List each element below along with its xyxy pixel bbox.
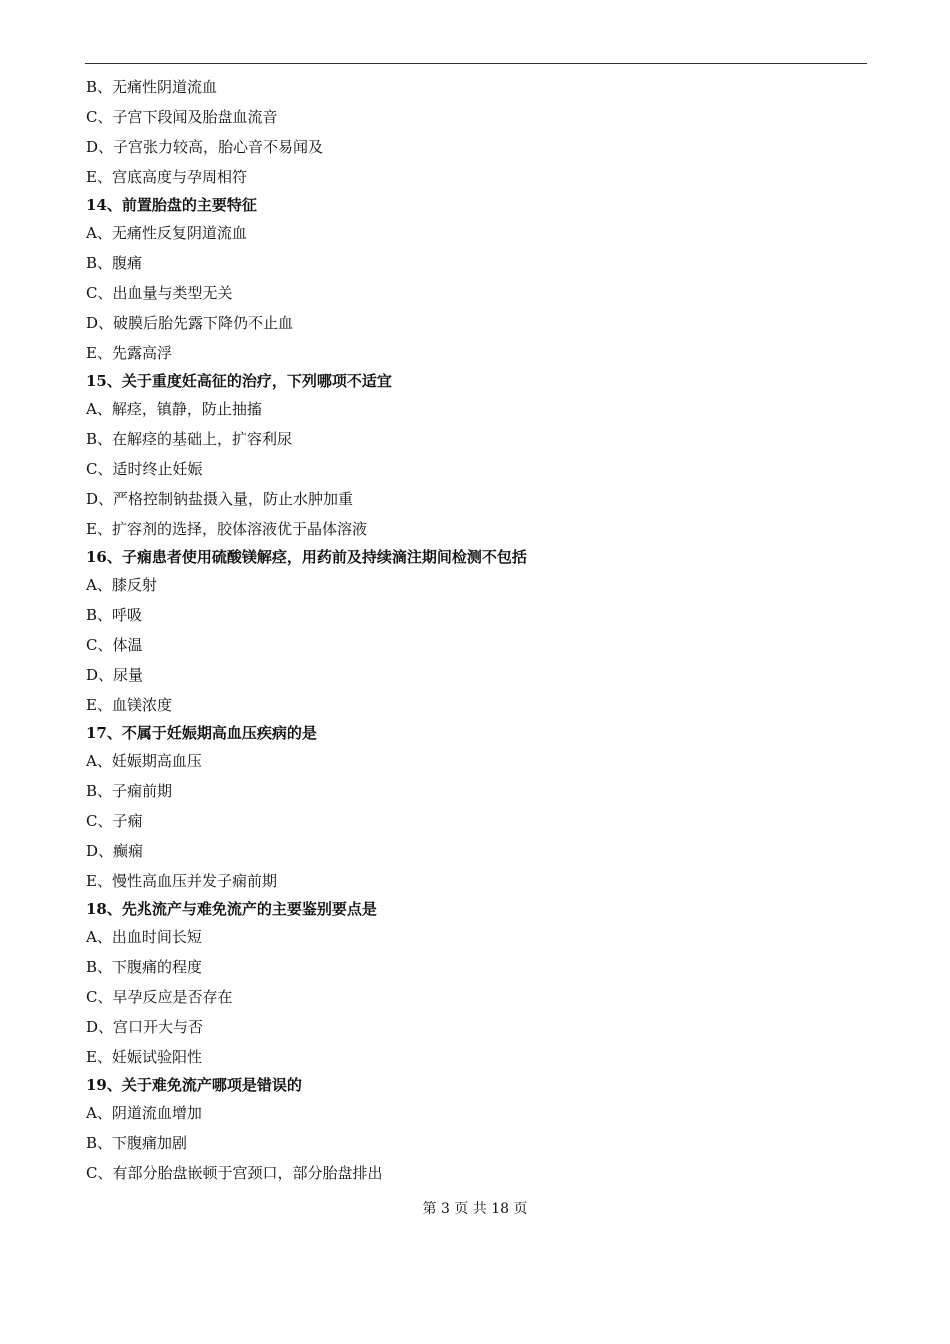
answer-option: A、阴道流血增加: [86, 1104, 202, 1122]
answer-option: B、呼吸: [86, 606, 143, 624]
answer-option: E、血镁浓度: [86, 696, 172, 714]
question-title: 17、不属于妊娠期高血压疾病的是: [86, 724, 317, 742]
answer-option: C、子宫下段闻及胎盘血流音: [86, 108, 278, 126]
answer-option: B、子痫前期: [86, 782, 173, 800]
answer-option: C、体温: [86, 636, 143, 654]
answer-option: D、癫痫: [86, 842, 144, 860]
answer-option: A、膝反射: [86, 576, 157, 594]
answer-option: E、妊娠试验阳性: [86, 1048, 202, 1066]
answer-option: E、宫底高度与孕周相符: [86, 168, 247, 186]
answer-option: C、子痫: [86, 812, 143, 830]
answer-option: D、宫口开大与否: [86, 1018, 204, 1036]
answer-option: E、扩容剂的选择，胶体溶液优于晶体溶液: [86, 520, 367, 538]
answer-option: B、腹痛: [86, 254, 143, 272]
answer-option: B、下腹痛的程度: [86, 958, 203, 976]
answer-option: C、出血量与类型无关: [86, 284, 233, 302]
answer-option: A、妊娠期高血压: [86, 752, 202, 770]
answer-option: A、出血时间长短: [86, 928, 202, 946]
answer-option: B、无痛性阴道流血: [86, 78, 218, 96]
question-title: 16、子痫患者使用硫酸镁解痉，用药前及持续滴注期间检测不包括: [86, 548, 527, 566]
question-title: 19、关于难免流产哪项是错误的: [86, 1076, 302, 1094]
answer-option: D、尿量: [86, 666, 144, 684]
answer-option: D、破膜后胎先露下降仍不止血: [86, 314, 294, 332]
answer-option: B、下腹痛加剧: [86, 1134, 188, 1152]
answer-option: E、慢性高血压并发子痫前期: [86, 872, 277, 890]
answer-option: C、适时终止妊娠: [86, 460, 203, 478]
page-footer: 第 3 页 共 18 页: [422, 1201, 528, 1217]
answer-option: B、在解痉的基础上，扩容利尿: [86, 430, 293, 448]
answer-option: A、解痉，镇静，防止抽搐: [86, 400, 262, 418]
answer-option: D、子宫张力较高，胎心音不易闻及: [86, 138, 324, 156]
answer-option: C、早孕反应是否存在: [86, 988, 233, 1006]
answer-option: A、无痛性反复阴道流血: [86, 224, 247, 242]
question-title: 15、关于重度妊高征的治疗，下列哪项不适宜: [86, 372, 392, 390]
answer-option: C、有部分胎盘嵌顿于宫颈口，部分胎盘排出: [86, 1164, 383, 1182]
answer-option: E、先露高浮: [86, 344, 172, 362]
question-title: 18、先兆流产与难免流产的主要鉴别要点是: [86, 900, 377, 918]
question-title: 14、前置胎盘的主要特征: [86, 196, 257, 214]
header-rule: [85, 63, 867, 64]
question-list: [86, 72, 866, 1188]
answer-option: D、严格控制钠盐摄入量，防止水肿加重: [86, 490, 354, 508]
